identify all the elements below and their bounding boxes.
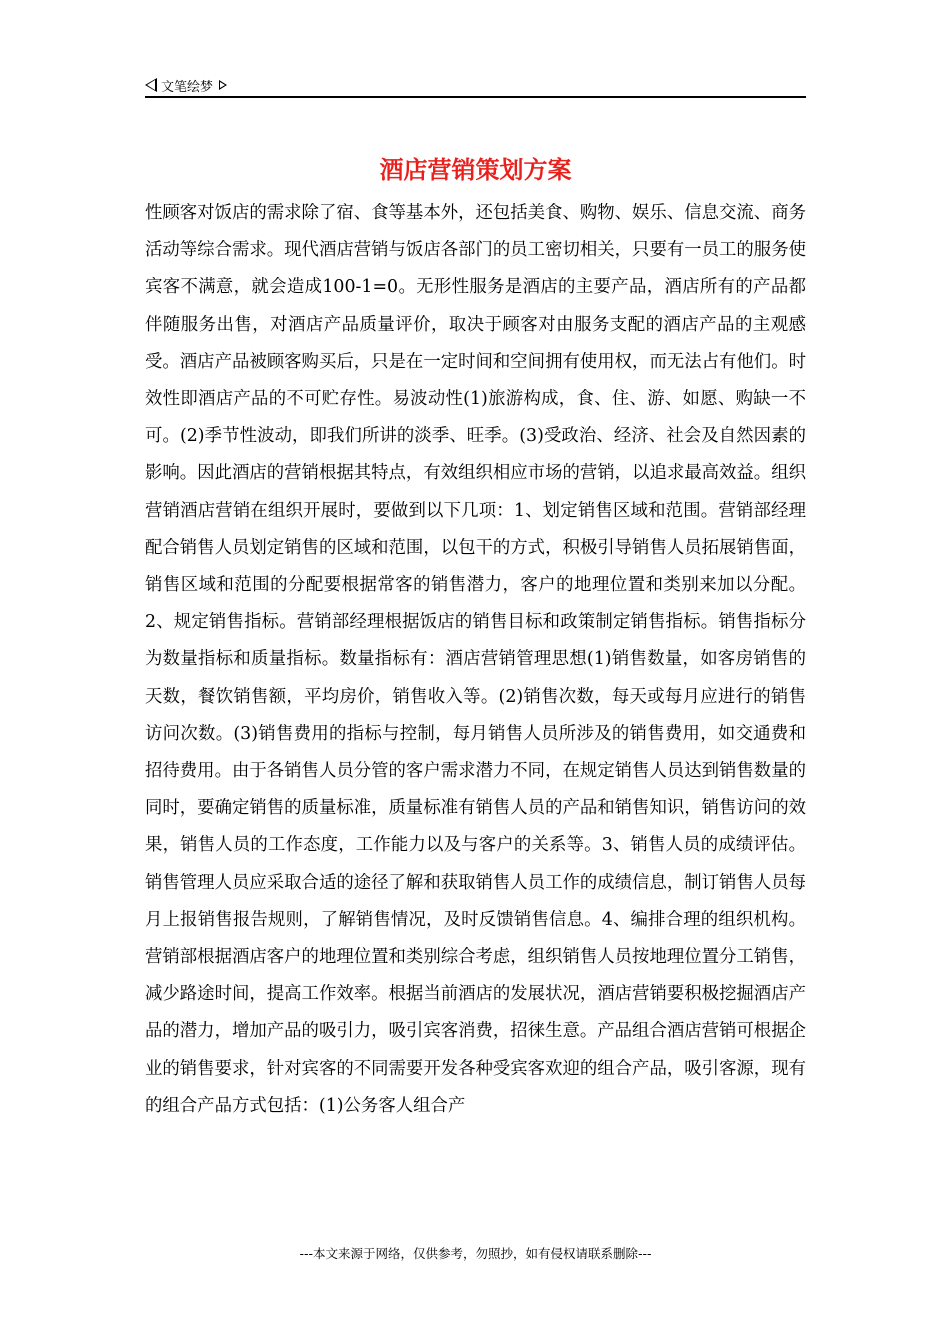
footer-notice: ---本文来源于网络，仅供参考，勿照抄，如有侵权请联系删除---: [299, 1246, 652, 1261]
header-divider: [145, 96, 806, 98]
document-body: 性顾客对饭店的需求除了宿、食等基本外，还包括美食、购物、娱乐、信息交流、商务活动等综合需求。现代酒店营销与饭店各部门的员工密切相关，只要有一员工的服务使宾客不满意，就会造成100-1=0。无形性服务是酒店的主要产品，酒店所有的产品都伴随服务出售，对酒店产品质量评价，取决于顾客对由服务支配的酒店产品的主观感受。酒店产品被顾客购买后，只是在一定时间和空间拥有使用权，而无法占有他们。时效性即酒店产品的不可贮存性。易波动性(1)旅游构成，食、住、游、如愿、购缺一不可。(2)季节性波动，即我们所讲的淡季、旺季。(3)受政治、经济、社会及自然因素的影响。因此酒店的营销根据其特点，有效组织相应市场的营销，以追求最高效益。组织营销酒店营销在组织开展时，要做到以下几项：1、划定销售区域和范围。营销部经理配合销售人员划定销售的区域和范围，以包干的方式，积极引导销售人员拓展销售面，销售区域和范围的分配要根据常客的销售潜力，客户的地理位置和类别来加以分配。2、规定销售指标。营销部经理根据饭店的销售目标和政策制定销售指标。销售指标分为数量指标和质量指标。数量指标有：酒店营销管理思想(1)销售数量，如客房销售的天数，餐饮销售额，平均房价，销售收入等。(2)销售次数，每天或每月应进行的销售访问次数。(3)销售费用的指标与控制，每月销售人员所涉及的销售费用，如交通费和招待费用。由于各销售人员分管的客户需求潜力不同，在规定销售人员达到销售数量的同时，要确定销售的质量标准，质量标准有销售人员的产品和销售知识，销售访问的效果，销售人员的工作态度，工作能力以及与客户的关系等。3、销售人员的成绩评估。销售管理人员应采取合适的途径了解和获取销售人员工作的成绩信息，制订销售人员每月上报销售报告规则，了解销售情况，及时反馈销售信息。4、编排合理的组织机构。营销部根据酒店客户的地理位置和类别综合考虑，组织销售人员按地理位置分工销售，减少路途时间，提高工作效率。根据当前酒店的发展状况，酒店营销要积极挖掘酒店产品的潜力，增加产品的吸引力，吸引宾客消费，招徕生意。产品组合酒店营销可根据企业的销售要求，针对宾客的不同需要开发各种受宾客欢迎的组合产品，吸引客源，现有的组合产品方式包括：(1)公务客人组合产: [145, 203, 806, 1116]
triangle-left-outline-icon: [145, 78, 157, 92]
header-brand: 文笔绘梦: [161, 79, 214, 95]
page-header: [145, 74, 806, 96]
triangle-right-outline-icon: [219, 80, 227, 90]
document-title: 酒店营销策划方案: [379, 156, 572, 184]
